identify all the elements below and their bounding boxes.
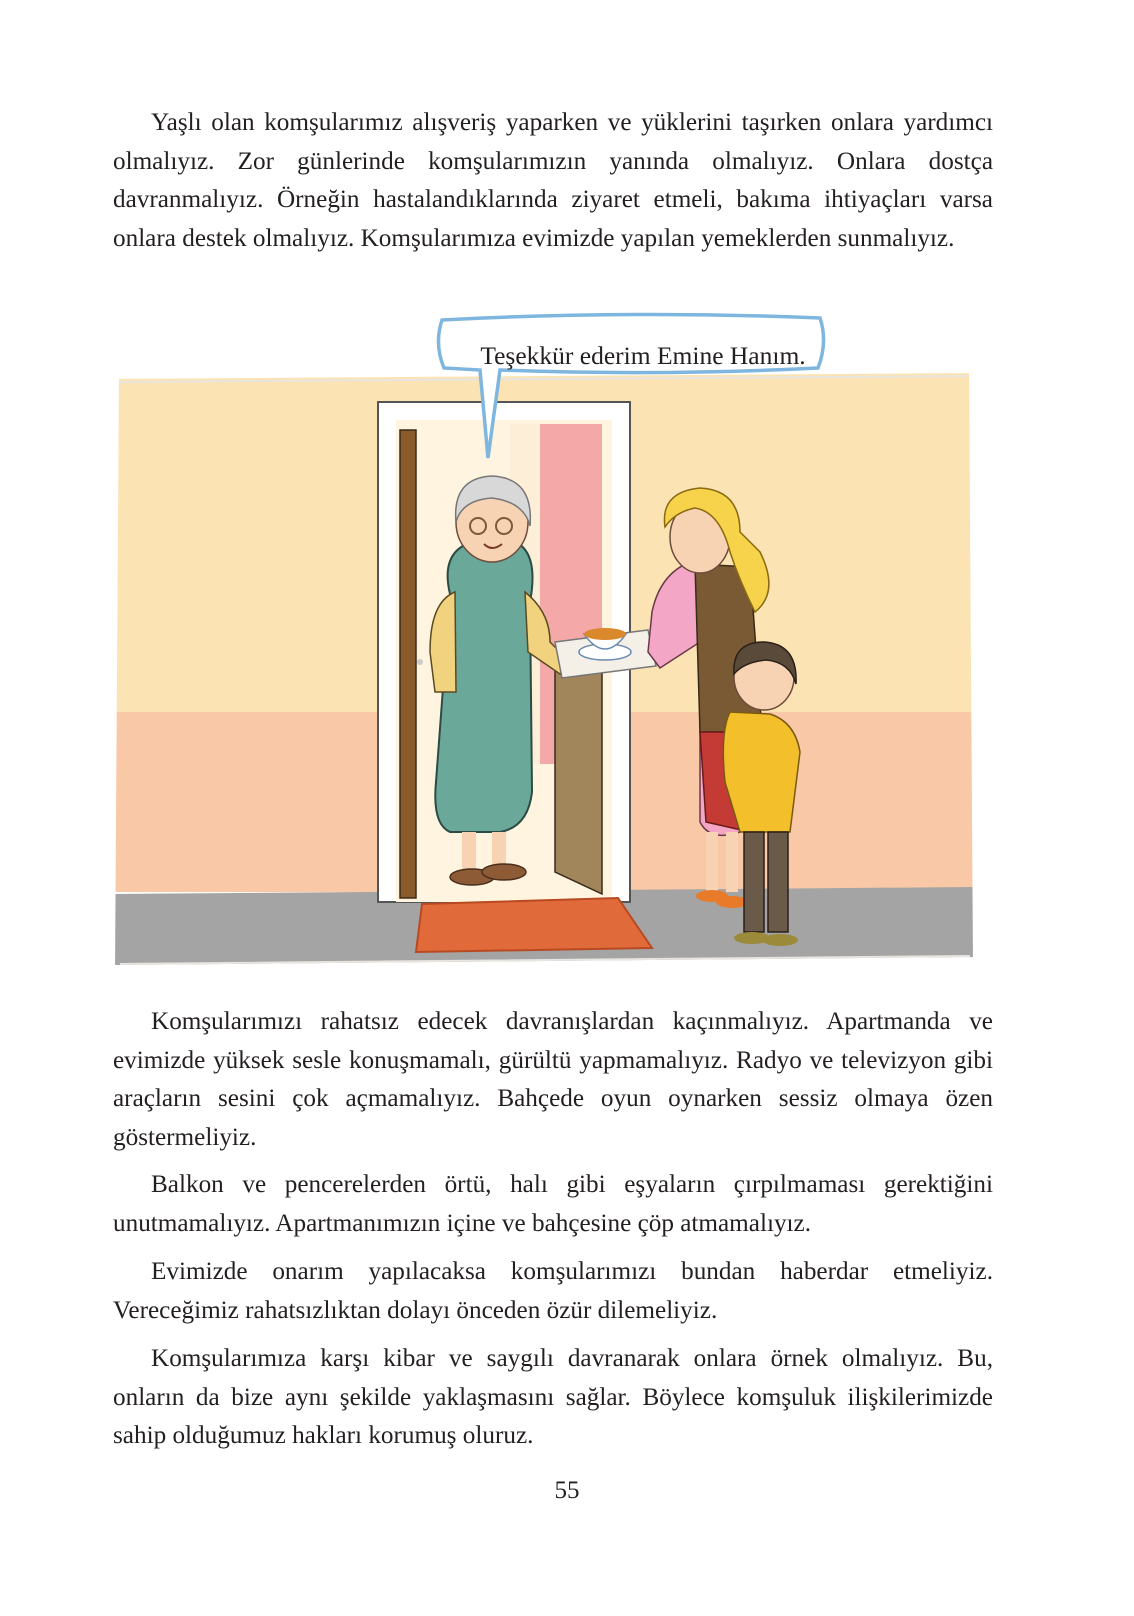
neighbor-illustration <box>100 312 1000 1012</box>
paragraph-4: Evimizde onarım yapılacaksa komşularımızı bundan haberdar etmeliyiz. Vereceğimiz rahatsızlıktan dolayı önceden özür dilemeliyiz. <box>113 1258 993 1324</box>
paragraph-5: Komşularımıza karşı kibar ve saygılı davranarak onlara örnek olmalıyız. Bu, onların da bize aynı şekilde yaklaşmasını sağlar. Böylece komşuluk ilişkilerimizde sahip olduğumuz hakları korumuş oluruz. <box>113 1345 993 1449</box>
speech-bubble-text: Teşekkür ederim Emine Hanım. <box>480 341 806 370</box>
doormat <box>416 898 652 952</box>
paragraph-1: Yaşlı olan komşularımız alışveriş yaparken ve yüklerini taşırken onlara yardımcı olmalıyız. Zor günlerinde komşularımızın yanında olmalıyız. Onlara dostça davranmalıyız. Örneğin hastalandıklarında ziyaret etmeli, bakıma ihtiyaçları varsa onlara destek olmalıyız. Komşularımıza evimizde yapılan yemeklerden sunmalıyız. <box>113 109 993 252</box>
door-left <box>400 430 416 898</box>
page-number: 55 <box>554 1477 580 1504</box>
paragraph-3: Balkon ve pencerelerden örtü, halı gibi eşyaların çırpılmaması gerektiğini unutmamalıyız. Apartmanımızın içine ve bahçesine çöp atmamalıyız. <box>113 1171 993 1237</box>
door-right <box>555 642 602 894</box>
paragraph-2: Komşularımızı rahatsız edecek davranışlardan kaçınmalıyız. Apartmanda ve evimizde yüksek sesle konuşmamalı, gürültü yapmamalıyız. Radyo ve televizyon gibi araçların sesini çok açmamalıyız. Bahçede oyun oynarken sessiz olmaya özen göstermeliyiz. <box>113 1008 993 1151</box>
